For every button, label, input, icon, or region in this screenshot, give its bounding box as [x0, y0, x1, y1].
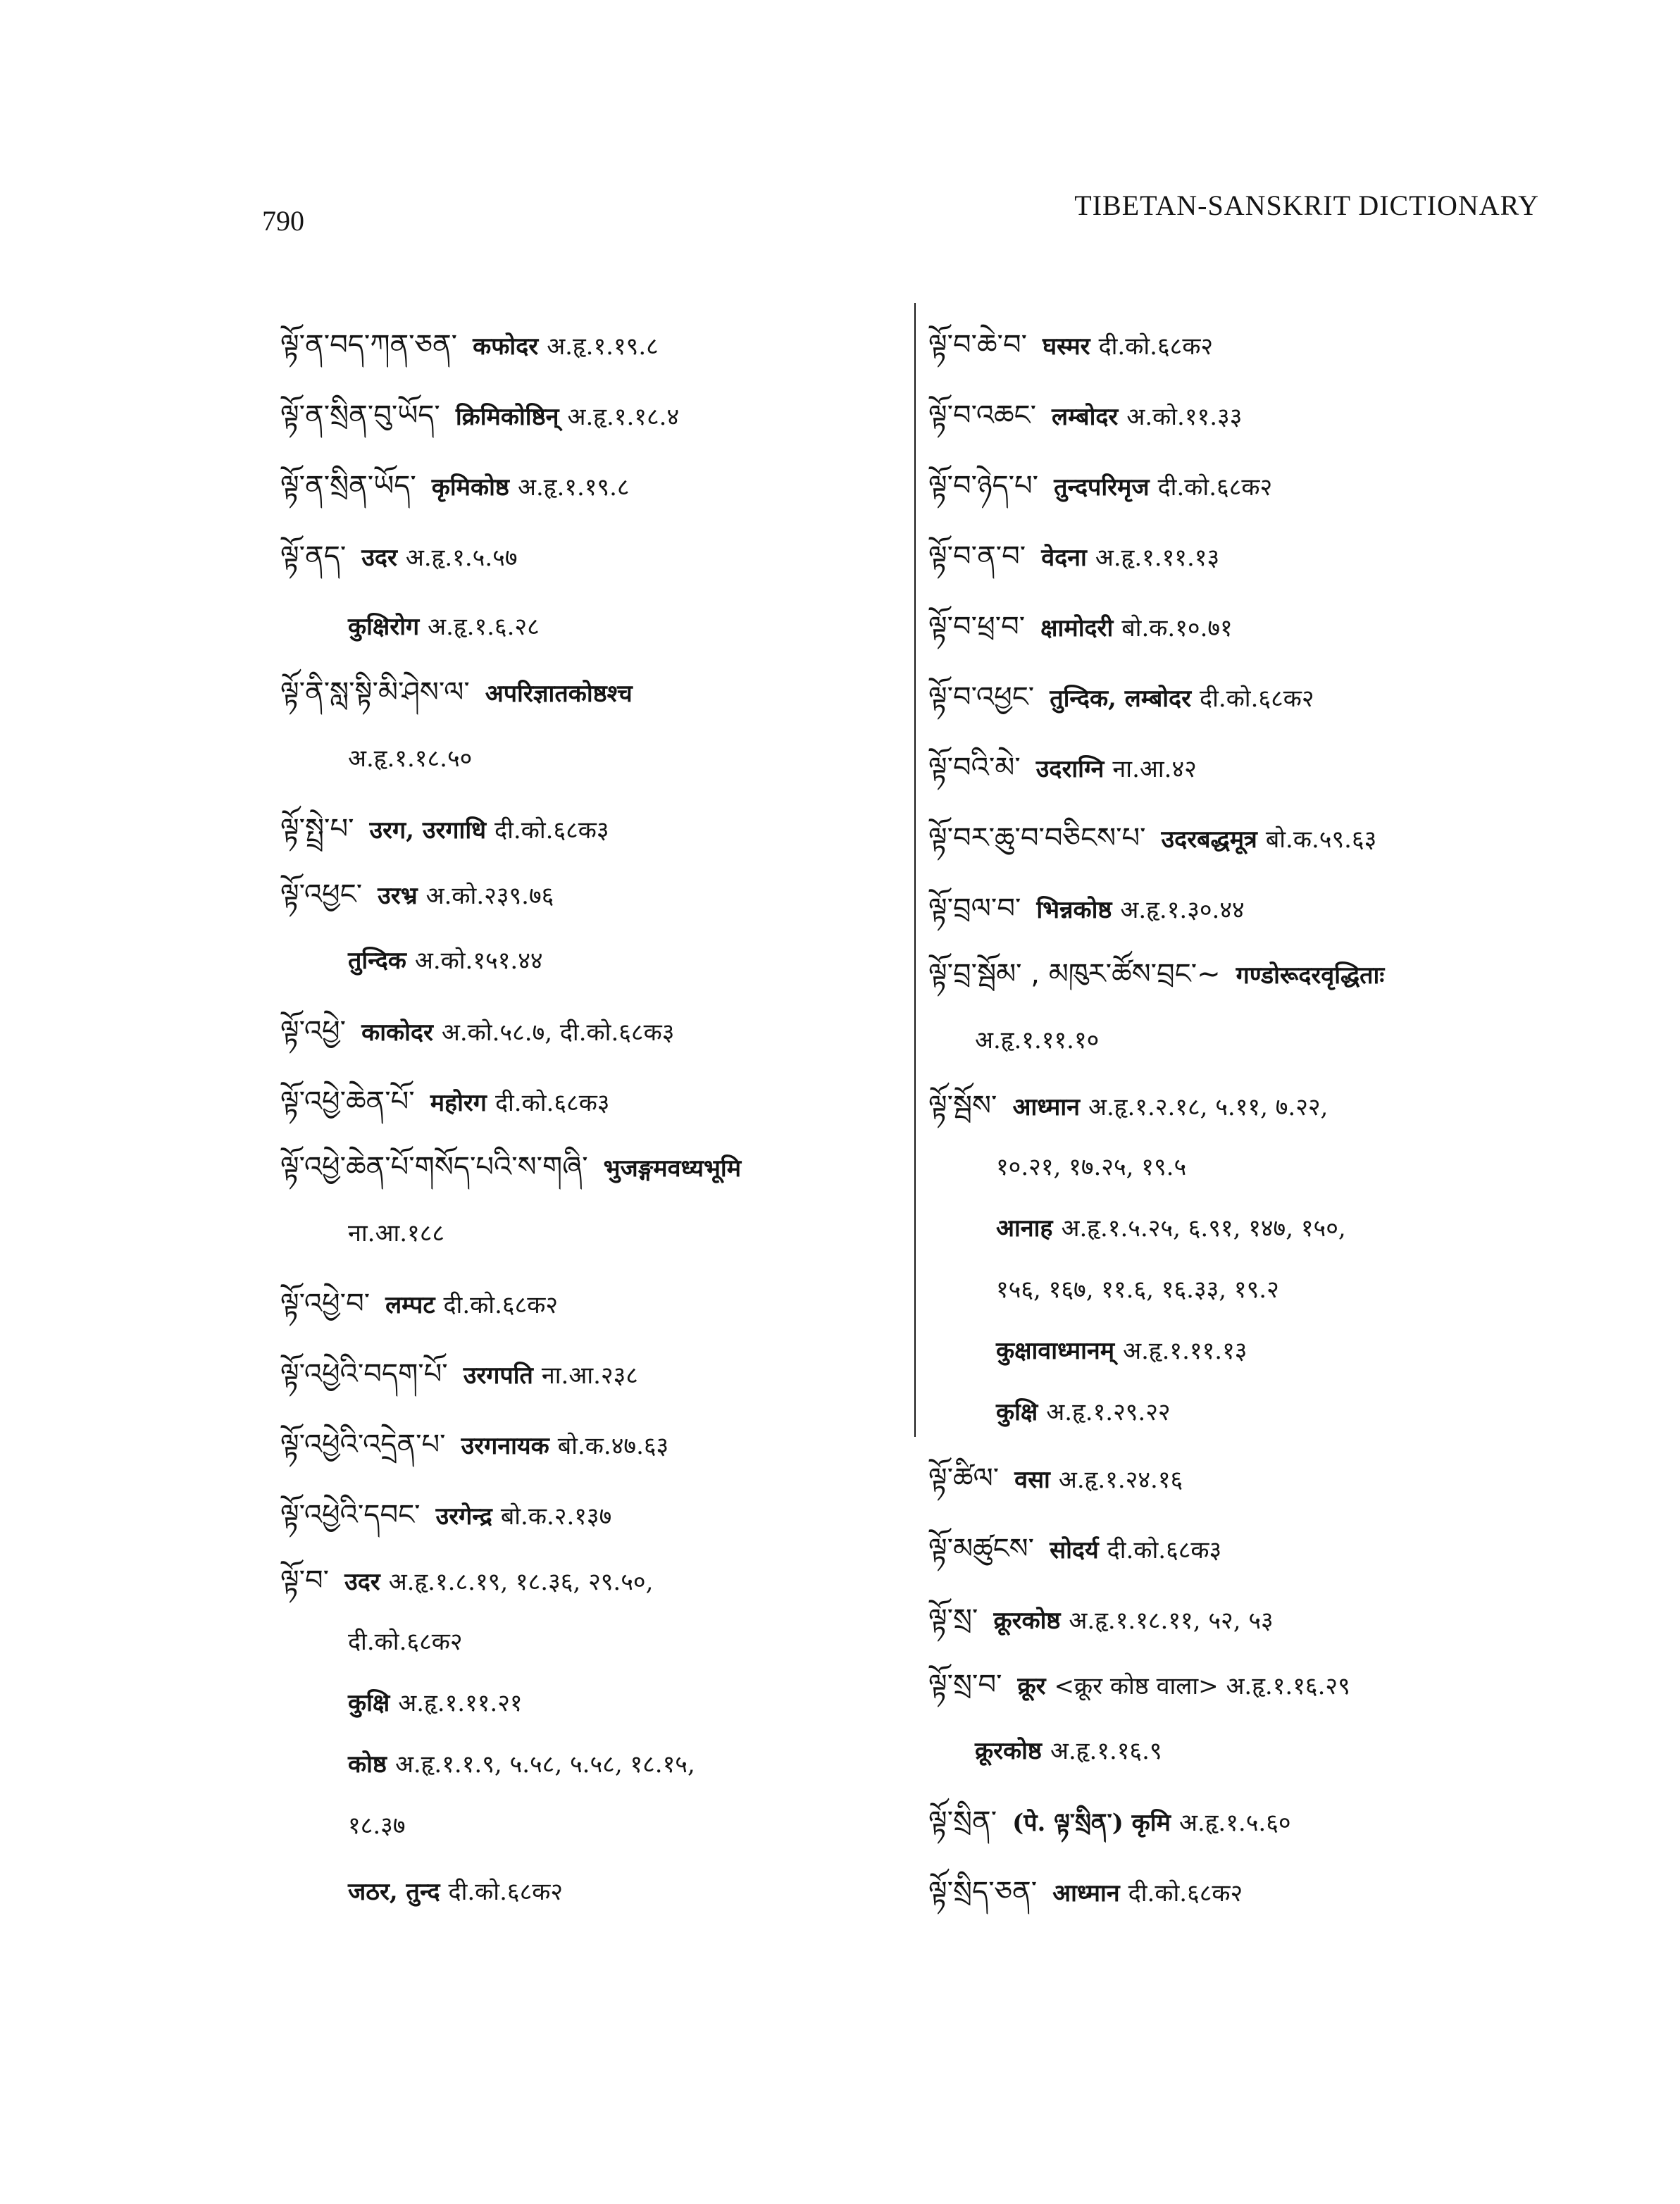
source-reference: ना.आ.१८८: [348, 1219, 445, 1247]
dictionary-entry-line: [280, 1480, 900, 1550]
sanskrit-equivalent: उरगनायक: [461, 1432, 549, 1460]
tibetan-headword: ལྟོ་འཕྱེ་ཆེན་པོ་: [280, 1085, 415, 1118]
tibetan-headword: ལྟོ་ན་སྲིན་ཡོད་: [280, 470, 416, 502]
tibetan-headword: ལྟོ་འཕྱེ་: [280, 1015, 347, 1047]
dictionary-entry-line: [280, 1550, 900, 1612]
dictionary-entry-line: [928, 1716, 1562, 1786]
source-reference: अ.हृ.१.१९.८: [517, 473, 630, 502]
sanskrit-equivalent: उरगपति: [463, 1362, 533, 1390]
dictionary-entry-line: [280, 451, 900, 521]
source-reference: अ.हृ.१.१९.८: [547, 332, 659, 361]
sanskrit-equivalent: गण्डोरूदरवृद्धिताः: [1236, 961, 1385, 990]
dictionary-entry-line: [928, 380, 1562, 451]
sanskrit-equivalent: क्षामोदरी: [1040, 614, 1114, 642]
source-reference: <क्रूर कोष्ठ वाला> अ.हृ.१.१६.२९: [1054, 1672, 1350, 1700]
tibetan-headword: ལྟོ་འཕྱེ་ཆེན་པོ་གསོད་པའི་ས་གཞི་: [280, 1151, 588, 1183]
dictionary-entry-line: [280, 521, 900, 592]
tibetan-headword: ལྟོ་སྲ་: [928, 1603, 978, 1636]
source-reference: अ.हृ.१.१८.५०: [348, 745, 473, 773]
sanskrit-equivalent: काकोदर: [361, 1019, 433, 1047]
dictionary-entry-line: [928, 1137, 1562, 1198]
tibetan-headword: ལྟོ་ན་སྲིན་བུ་ཡོད་: [280, 399, 440, 432]
source-reference: अ.हृ.१.११.१३: [1123, 1337, 1247, 1365]
source-reference: दी.को.६८क२: [1157, 473, 1273, 502]
sanskrit-equivalent: क्रिमिकोष्ठिन्: [455, 403, 559, 431]
source-reference: बो.क.२.१३७: [500, 1502, 612, 1531]
source-reference: अ.हृ.१.३०.४४: [1120, 896, 1245, 924]
dictionary-entry-line: [280, 1612, 900, 1673]
source-reference: दी.को.६८क२: [448, 1878, 564, 1906]
source-reference: अ.हृ.१.१८.४: [567, 403, 680, 431]
dictionary-entry-line: [280, 662, 900, 723]
dictionary-entry-line: [928, 1584, 1562, 1655]
dictionary-entry-line: [928, 1005, 1562, 1076]
dictionary-entry-line: [928, 521, 1562, 592]
sanskrit-equivalent: लम्पट: [385, 1291, 435, 1319]
sanskrit-equivalent: क्रूरकोष्ठ: [975, 1737, 1042, 1765]
sanskrit-equivalent: भुजङ्गमवध्यभूमि: [603, 1154, 742, 1183]
tibetan-headword: ལྟོ་བ་འཆང་: [928, 399, 1037, 432]
dictionary-entry-line: [928, 1514, 1562, 1584]
tibetan-headword: ལྟོ་འཕྱེའི་བདག་པོ་: [280, 1358, 448, 1390]
tibetan-headword: ལྟོ་སྤྲེ་པ་: [280, 813, 354, 845]
dictionary-entry-line: [928, 1786, 1562, 1857]
source-reference: अ.हृ.१.११.२१: [398, 1689, 523, 1717]
source-reference: ना.आ.२३८: [541, 1362, 638, 1390]
source-reference: दी.को.६८क२: [443, 1291, 559, 1319]
sanskrit-equivalent: आध्मान: [1012, 1093, 1080, 1121]
dictionary-entry-line: [928, 1259, 1562, 1321]
tibetan-headword: ལྟོ་སྲིད་ཅན་: [928, 1876, 1038, 1908]
sanskrit-equivalent: उदर: [361, 544, 397, 572]
sanskrit-equivalent: कफोदर: [473, 332, 539, 361]
sanskrit-equivalent: जठर, तुन्द: [348, 1878, 440, 1906]
sanskrit-equivalent: कुक्षावाध्मानम्: [996, 1337, 1115, 1365]
source-reference: दी.को.६८क२: [1098, 332, 1214, 361]
dictionary-entry-line: [928, 733, 1562, 803]
source-reference: अ.हृ.१.२४.१६: [1058, 1466, 1183, 1494]
sanskrit-equivalent: आध्मान: [1052, 1879, 1120, 1907]
source-reference: अ.हृ.१.१.९, ५.५८, ५.५८, १८.१५,: [394, 1750, 695, 1779]
source-reference: अ.हृ.१.११.१३: [1095, 544, 1220, 572]
tibetan-headword: ལྟོ་འཕྱེའི་དབང་: [280, 1499, 421, 1531]
dictionary-entry-line: [280, 380, 900, 451]
tibetan-headword: ལྟོ་སྲིན་: [928, 1805, 997, 1838]
dictionary-entry-line: [280, 926, 900, 996]
left-column: [280, 310, 900, 1927]
tibetan-headword: ལྟོ་བྲལ་བ་: [928, 892, 1021, 925]
dictionary-entry-line: [928, 1655, 1562, 1716]
column-divider: [914, 303, 916, 1437]
sanskrit-equivalent: उदराग्नि: [1035, 755, 1105, 783]
sanskrit-equivalent: तुन्दपरिमृज: [1054, 473, 1150, 502]
source-reference: अ.हृ.१.५.६०: [1178, 1809, 1291, 1837]
dictionary-entry-line: [280, 310, 900, 380]
tibetan-headword: ལྟོ་བ་འཕྱང་: [928, 681, 1035, 714]
source-reference: अ.हृ.१.५.५७: [405, 544, 518, 572]
dictionary-entry-line: [928, 1857, 1562, 1927]
tibetan-headword: ལྟོ་བར་ཆུ་བ་བཅིངས་པ་: [928, 822, 1146, 854]
tibetan-headword: ལྟོ་འཕྱང་: [280, 878, 363, 911]
dictionary-entry-line: [280, 723, 900, 794]
dictionary-entry-line: [280, 1734, 900, 1795]
dictionary-entry-line: [280, 794, 900, 864]
dictionary-entry-line: [928, 592, 1562, 662]
sanskrit-equivalent: कोष्ठ: [348, 1750, 387, 1779]
dictionary-entry-line: [928, 1382, 1562, 1443]
tibetan-headword: ལྟོ་འཕྱེ་བ་: [280, 1288, 371, 1320]
dictionary-entry-line: [280, 1795, 900, 1857]
dictionary-entry-line: [928, 662, 1562, 733]
running-head: TIBETAN-SANSKRIT DICTIONARY: [1074, 189, 1539, 221]
dictionary-entry-line: [280, 1339, 900, 1409]
source-reference: अ.हृ.१.११.१०: [975, 1026, 1100, 1054]
sanskrit-equivalent: उरगेन्द्र: [435, 1502, 492, 1531]
source-reference: अ.को.५८.७, दी.को.६८क३: [441, 1019, 675, 1047]
source-reference: अ.को.२३९.७६: [425, 882, 554, 910]
sanskrit-equivalent: अपरिज्ञातकोष्ठश्च: [485, 680, 633, 708]
dictionary-entry-line: [928, 310, 1562, 380]
sanskrit-equivalent: लम्बोदर: [1052, 403, 1119, 431]
sanskrit-equivalent: उदरबद्धमूत्र: [1161, 826, 1257, 854]
sanskrit-equivalent: उरभ्र: [378, 882, 418, 910]
dictionary-entry-line: [280, 1409, 900, 1480]
sanskrit-equivalent: वसा: [1014, 1466, 1050, 1494]
source-reference: १०.२१, १७.२५, १९.५: [996, 1153, 1187, 1181]
dictionary-entry-line: [928, 1198, 1562, 1259]
source-reference: बो.क.१०.७१: [1121, 614, 1233, 642]
tibetan-headword: ལྟོ་འཕྱེའི་འདྲེན་པ་: [280, 1428, 446, 1461]
source-reference: १८.३७: [348, 1812, 406, 1840]
tibetan-headword: ལྟོ་བ་ཉེད་པ་: [928, 470, 1039, 502]
source-reference: अ.हृ.१.२.१८, ५.११, ७.२२,: [1088, 1093, 1329, 1121]
source-reference: अ.को.१५१.४४: [414, 947, 543, 975]
source-reference: दी.को.६८क२: [348, 1628, 463, 1656]
tibetan-headword: ལྟོ་སྲ་བ་: [928, 1669, 1002, 1701]
tibetan-headword: ལྟོ་སྦོས་: [928, 1090, 997, 1122]
sanskrit-equivalent: तुन्दिक, लम्बोदर: [1050, 685, 1192, 713]
dictionary-entry-line: [928, 451, 1562, 521]
tibetan-headword: ལྟོ་བ་: [280, 1564, 330, 1597]
tibetan-headword: ལྟོ་བྲ་སྦོམ་ , མཁུར་ཚོས་བྲང་~: [928, 958, 1221, 990]
dictionary-entry-line: [928, 944, 1562, 1005]
sanskrit-equivalent: कुक्षिरोग: [348, 613, 420, 641]
dictionary-entry-line: [280, 1673, 900, 1734]
sanskrit-equivalent: तुन्दिक: [348, 947, 406, 975]
source-reference: बो.क.५९.६३: [1265, 826, 1377, 854]
sanskrit-equivalent: घस्मर: [1043, 332, 1090, 361]
tibetan-headword: ལྟོ་བ་ཆེ་བ་: [928, 329, 1027, 361]
dictionary-entry-line: [280, 592, 900, 662]
sanskrit-equivalent: वेदना: [1041, 544, 1087, 572]
source-reference: दी.को.६८क२: [1200, 685, 1314, 713]
dictionary-entry-line: [928, 803, 1562, 873]
tibetan-headword: ལྟོ་བའི་མེ་: [928, 752, 1021, 784]
sanskrit-equivalent: आनाह: [996, 1214, 1053, 1243]
tibetan-headword: ལྟོ་བ་ན་བ་: [928, 540, 1026, 573]
dictionary-entry-line: [280, 864, 900, 926]
sanskrit-equivalent: क्रूर: [1017, 1672, 1046, 1700]
sanskrit-equivalent: महोरग: [430, 1089, 487, 1117]
source-reference: बो.क.४७.६३: [557, 1432, 669, 1460]
dictionary-entry-line: [928, 1443, 1562, 1514]
sanskrit-equivalent: कुक्षि: [996, 1398, 1038, 1426]
source-reference: ना.आ.४२: [1112, 755, 1197, 783]
dictionary-entry-line: [280, 1066, 900, 1137]
sanskrit-equivalent: उरग, उरगाधि: [369, 816, 487, 845]
right-column: [928, 310, 1562, 1927]
dictionary-entry-line: [928, 1076, 1562, 1137]
sanskrit-equivalent: (पे. ལྟ་སྲིན་) कृमि: [1012, 1809, 1171, 1837]
source-reference: अ.हृ.१.१६.९: [1050, 1737, 1162, 1765]
tibetan-headword: ལྟོ་མཚུངས་: [928, 1533, 1035, 1565]
dictionary-entry-line: [280, 1857, 900, 1927]
dictionary-entry-line: [280, 1269, 900, 1339]
source-reference: दी.को.६८क३: [1107, 1536, 1222, 1564]
source-reference: दी.को.६८क३: [494, 1089, 610, 1117]
tibetan-headword: ལྟོ་ན་བད་ཀན་ཅན་: [280, 329, 458, 361]
sanskrit-equivalent: कृमिकोष्ठ: [431, 473, 509, 502]
source-reference: अ.हृ.१.२९.२२: [1046, 1398, 1171, 1426]
source-reference: दी.को.६८क२: [1128, 1879, 1243, 1907]
sanskrit-equivalent: भिन्नकोष्ठ: [1036, 896, 1112, 924]
tibetan-headword: ལྟོ་ཚིལ་: [928, 1462, 1000, 1495]
source-reference: अ.को.११.३३: [1126, 403, 1243, 431]
dictionary-entry-line: [280, 1198, 900, 1269]
source-reference: अ.हृ.१.६.२८: [428, 613, 540, 641]
tibetan-headword: ལྟོ་བ་ཕྲ་བ་: [928, 611, 1026, 643]
dictionary-entry-line: [280, 1137, 900, 1198]
sanskrit-equivalent: सोदर्य: [1050, 1536, 1099, 1564]
dictionary-entry-line: [280, 996, 900, 1066]
tibetan-headword: ལྟོ་ནད་: [280, 540, 347, 573]
dictionary-entry-line: [928, 1321, 1562, 1382]
page-number: 790: [262, 205, 304, 237]
tibetan-headword: ལྟོ་ནི་སླ་སྟི་མི་ཤེས་ལ་: [280, 676, 470, 709]
sanskrit-equivalent: कुक्षि: [348, 1689, 390, 1717]
sanskrit-equivalent: उदर: [344, 1568, 380, 1596]
source-reference: अ.हृ.१.८.१९, १८.३६, २९.५०,: [388, 1568, 654, 1596]
dictionary-entry-line: [928, 873, 1562, 944]
sanskrit-equivalent: क्रूरकोष्ठ: [993, 1607, 1061, 1635]
source-reference: दी.को.६८क३: [494, 816, 609, 845]
source-reference: अ.हृ.१.१८.११, ५२, ५३: [1069, 1607, 1274, 1635]
source-reference: १५६, १६७, ११.६, १६.३३, १९.२: [996, 1276, 1279, 1304]
source-reference: अ.हृ.१.५.२५, ६.९१, १४७, १५०,: [1061, 1214, 1346, 1243]
